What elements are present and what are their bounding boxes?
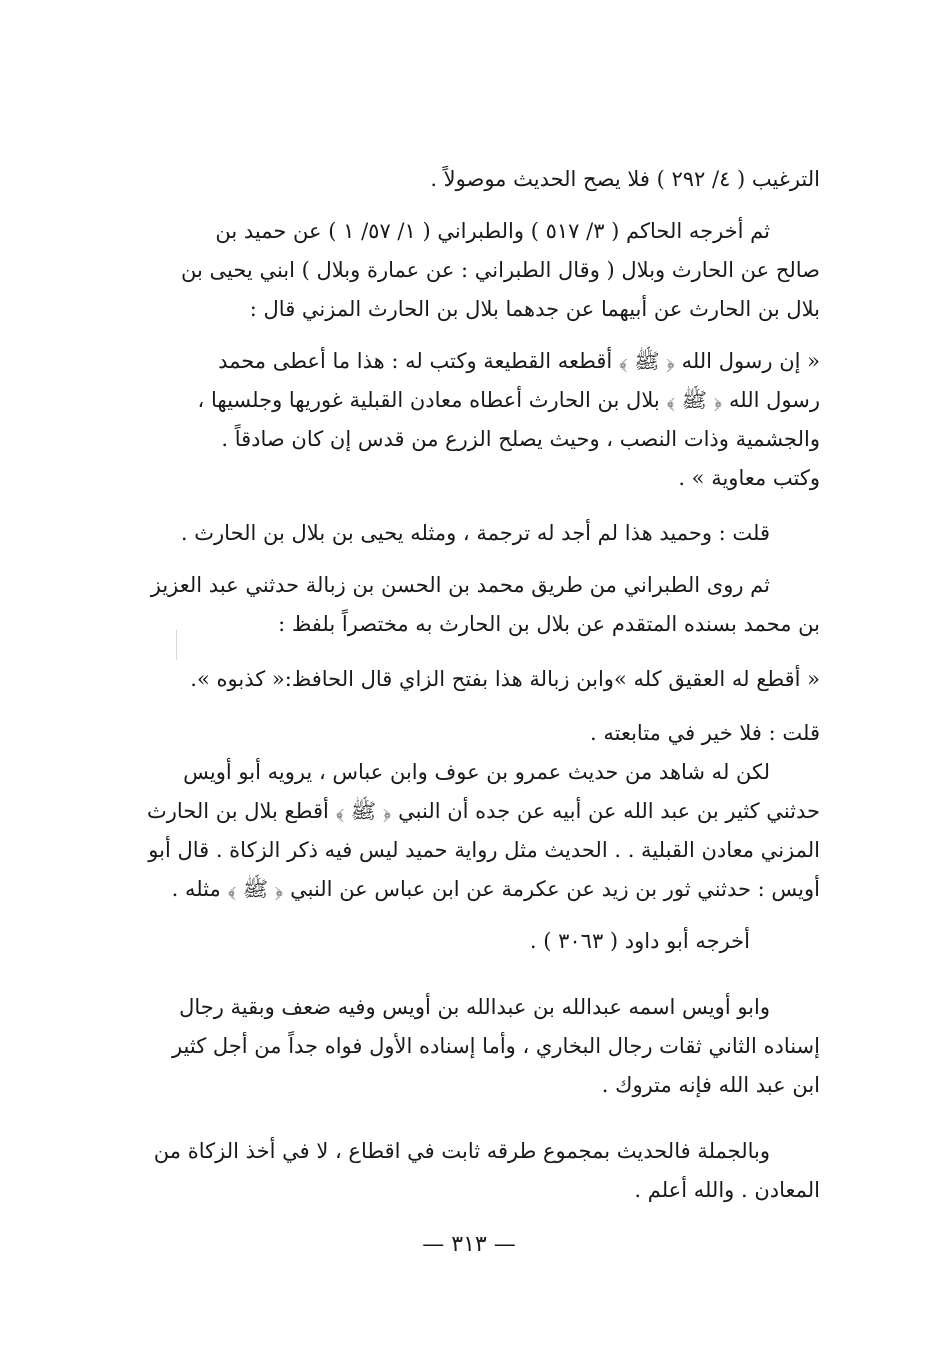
- paragraph-2: [130, 212, 820, 329]
- text-line: الترغيب ( ٤/ ٢٩٢ ) فلا يصح الحديث موصولاً .: [430, 167, 820, 191]
- text-line: وبالجملة فالحديث بمجموع طرقه ثابت في اقطاع ، لا في أخذ الزكاة من: [153, 1139, 770, 1163]
- text-line: ابن عبد الله فإنه متروك .: [601, 1073, 820, 1097]
- paragraph-5: [130, 566, 820, 644]
- paragraph-9: [130, 988, 820, 1105]
- paragraph-6: [130, 660, 820, 699]
- text-line: والجشمية وذات النصب ، وحيث يصلح الزرع من قدس إن كان صادقاً .: [221, 427, 820, 451]
- paragraph-10: [130, 1132, 820, 1210]
- text-line: صالح عن الحارث وبلال ( وقال الطبراني : عن عمارة وبلال ) ابني يحيى بن: [181, 258, 820, 282]
- text-line: المعادن . والله أعلم .: [634, 1178, 820, 1202]
- scan-artifact: [176, 630, 177, 660]
- paragraph-7: [130, 714, 820, 909]
- text-line: بن محمد بسنده المتقدم عن بلال بن الحارث به مختصراً بلفظ :: [278, 612, 820, 636]
- text-line: « إن رسول الله ﴿ ﷺ ﴾ أقطعه القطيعة وكتب له : هذا ما أعطى محمد: [218, 349, 820, 373]
- text-line: المزني معادن القبلية . . الحديث مثل رواية حميد ليس فيه ذكر الزكاة . قال أبو: [148, 838, 820, 862]
- text-line: وابو أويس اسمه عبدالله بن عبدالله بن أويس وفيه ضعف وبقية رجال: [179, 995, 770, 1019]
- paragraph-1: [130, 160, 820, 199]
- paragraph-8: [130, 922, 820, 961]
- paragraph-4: [130, 514, 820, 553]
- text-line: قلت : وحميد هذا لم أجد له ترجمة ، ومثله يحيى بن بلال بن الحارث .: [180, 521, 770, 545]
- text-line: قلت : فلا خير في متابعته .: [590, 721, 820, 745]
- paragraph-3: [130, 342, 820, 498]
- text-line: رسول الله ﴿ ﷺ ﴾ بلال بن الحارث أعطاه معادن القبلية غوريها وجلسيها ،: [197, 388, 820, 412]
- page-number: — ٣١٣ —: [422, 1232, 516, 1257]
- text-line: لكن له شاهد من حديث عمرو بن عوف وابن عباس ، يرويه أبو أويس: [183, 760, 770, 784]
- text-line: إسناده الثاني ثقات رجال البخاري ، وأما إسناده الأول فواه جداً من أجل كثير: [171, 1034, 820, 1058]
- text-line: أويس : حدثني ثور بن زيد عن عكرمة عن ابن عباس عن النبي ﴿ ﷺ ﴾ مثله .: [171, 877, 820, 901]
- text-line: وكتب معاوية » .: [678, 466, 820, 490]
- text-line: ثم روى الطبراني من طريق محمد بن الحسن بن زبالة حدثني عبد العزيز: [150, 573, 770, 597]
- text-line: ثم أخرجه الحاكم ( ٣/ ٥١٧ ) والطبراني ( ١/ ٥٧/ ١ ) عن حميد بن: [215, 219, 770, 243]
- text-line: حدثني كثير بن عبد الله عن أبيه عن جده أن النبي ﴿ ﷺ ﴾ أقطع بلال بن الحارث: [146, 799, 820, 823]
- text-line: أخرجه أبو داود ( ٣٠٦٣ ) .: [529, 929, 750, 953]
- text-line: بلال بن الحارث عن أبيهما عن جدهما بلال بن الحارث المزني قال :: [249, 297, 820, 321]
- quote-line: « أقطع له العقيق كله »وابن زبالة هذا بفتح الزاي قال الحافظ:« كذبوه ».: [190, 667, 820, 691]
